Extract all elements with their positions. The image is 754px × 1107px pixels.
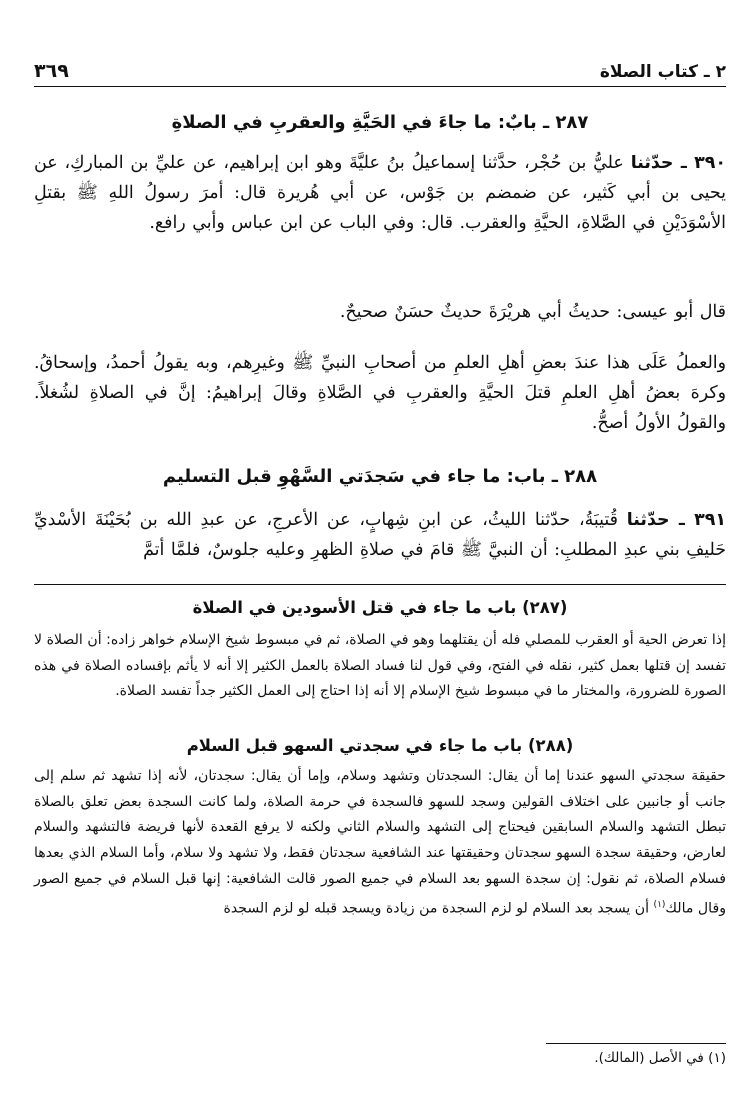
hadith-390-number: ٣٩٠ ـ حدّثنا — [630, 153, 726, 173]
hadith-390-grading: قال أبو عيسى: حديثُ أبي هريْرَةَ حديثٌ حسَنٌ صحيحٌ. — [339, 302, 726, 322]
commentary-288-text — [34, 764, 726, 922]
book-page — [34, 0, 726, 1107]
commentary-288-text-part2: أن يسجد بعد السلام لو لزم السجدة من زيادة ويسجد قبله لو لزم السجدة — [223, 900, 654, 917]
commentary-287-heading: (٢٨٧) باب ما جاء في قتل الأسودين في الصلاة — [192, 598, 568, 617]
page-number: ٣٦٩ — [34, 60, 69, 82]
header-divider — [34, 86, 726, 87]
hadith-391-number: ٣٩١ ـ حدّثنا — [626, 510, 727, 530]
hadith-390-text: عليُّ بن حُجْر، حدَّثنا إسماعيلُ بنُ عليَّةَ وهو ابن إبراهيم، عن عليِّ بن المباركِ، عن يحيى بن أبي كَثير، عن ضمضم بن جَوْس، عن أبي هُريرة قال: أمرَ رسولُ اللهِ ﷺ بقتلِ الأسْوَدَيْنِ في الصَّلاةِ، الحيَّةِ والعقرب. قال: وفي الباب عن ابن عباس وأبي رافع. — [34, 153, 726, 233]
hadith-390-commentary: والعملُ عَلَى هذا عندَ بعضِ أهلِ العلمِ من أصحابِ النبيِّ ﷺ وغيرِهم، وبه يقولُ أحمدُ، وإسحاقُ. وكرهَ بعضُ أهلِ العلمِ قتلَ الحيَّةِ والعقربِ في الصَّلاةِ وقالَ إبراهيمُ: إنَّ في الصلاةِ لشُغلاً. والقولُ الأولُ أصحُّ. — [34, 353, 726, 433]
chapter-288-heading: ٢٨٨ ـ باب: ما جاء في سَجدَتي السَّهْوِ قبل التسليم — [162, 466, 598, 487]
chapter-287-heading: ٢٨٧ ـ بابٌ: ما جاءَ في الحَيَّةِ والعقربِ في الصلاةِ — [171, 112, 589, 133]
footnote-divider — [546, 1043, 726, 1044]
book-title: ٢ ـ كتاب الصلاة — [599, 62, 726, 82]
hadith-391-text: قُتيبَةُ، حدّثنا الليثُ، عن ابنِ شِهابٍ، عن الأعرجِ، عن عبدِ الله بن بُحَيْنَةَ الأسْديِّ حَليفِ بني عبدِ المطلبِ: أن النبيَّ ﷺ قامَ في صلاةِ الظهرِ وعليه جلوسٌ، فلمَّا أتمَّ — [34, 510, 726, 560]
hadith-390 — [34, 148, 726, 238]
hadith-391 — [34, 505, 726, 565]
running-head — [34, 52, 726, 82]
footnote: (١) في الأصل (المالك). — [594, 1050, 726, 1066]
commentary-288-heading: (٢٨٨) باب ما جاء في سجدتي السهو قبل السلام — [186, 736, 574, 755]
commentary-287-text: إذا تعرض الحية أو العقرب للمصلي فله أن يقتلهما وهو في الصلاة، ثم في مبسوط شيخ الإسلام خواهر زاده: أن الصلاة لا تفسد إن قتلها بعمل كثير، نقله في الفتح، وفي قول لنا فساد الصلاة بالعمل الكثير إلا أنه لا يأثم بإفساده الصلاة في هذه الصورة للضرورة، والمختار ما في مبسوط شيخ الإسلام إلا أنه إذا احتاج إلى العمل الكثير جداً تفسد الصلاة. — [34, 632, 726, 700]
footnote-marker[interactable]: (١) — [653, 899, 666, 910]
commentary-divider — [34, 584, 726, 585]
commentary-288-text-part1: حقيقة سجدتي السهو عندنا إما أن يقال: السجدتان وتشهد وسلام، وإما أن يقال: سجدتان، لأنه إذا تشهد ثم سلم إلى جانب أو جانبين على اختلاف القولين وسجد للسهو فالسجدة في حرمة الصلاة، ولما كانت السجدة بعض تعلق بالصلاة تبطل التشهد والسلام السابقين فيحتاج إلى التشهد والسلام الثاني ولكنه لا يرفع القعدة لأنها فريضة فالتشهد والسلام لعارض، وحقيقة سجدة السهو سجدتان وحقيقتها عند الشافعية سجدتان فقط، ولا تشهد ولا سلام، وأما السلام الذي بعدها فسلام الصلاة، ثم نقول: إن سجدة السهو بعد السلام في جميع الصور قالت الشافعية: إنها قبل السلام في جميع الصور وقال مالك — [34, 768, 726, 917]
